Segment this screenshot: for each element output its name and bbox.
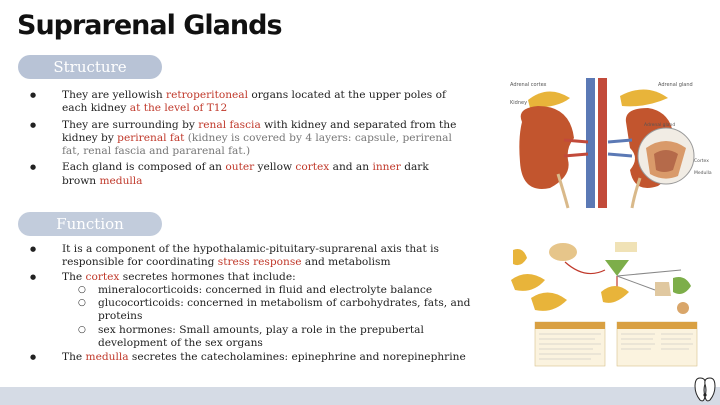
sub-list-item: ○ mineralocorticoids: concerned in fluid and electrolyte balance	[62, 284, 488, 297]
figure-label: Adrenal cortex	[510, 82, 547, 88]
sub-list-item: ○ glucocorticoids: concerned in metabolism of carbohydrates, fats, and proteins	[62, 297, 488, 324]
list-item: ● The medulla secretes the catecholamines: epinephrine and norepinephrine	[18, 351, 488, 364]
figure-label: Adrenal gland	[644, 123, 676, 128]
figure-label: Kidney	[510, 100, 528, 106]
hormone-sublist	[62, 284, 488, 350]
sub-list-item: ○ sex hormones: Small amounts, play a role in the prepubertal development of the sex organs	[62, 324, 488, 351]
function-heading: Function	[18, 212, 162, 236]
list-item: ● The cortex secretes hormones that include: ○ mineralocorticoids: concerned in fluid and electrolyte balance ○ glucocorticoids: concerned in metabolism of carbohydrates, fats, and proteins ○ sex hormones: Small amounts, play a role in the prepubertal development of the sex organs	[18, 271, 488, 351]
list-item: ● They are yellowish retroperitoneal organs located at the upper poles of each kidney at the level of T12	[18, 89, 466, 116]
function-list	[18, 243, 488, 366]
list-item: ● They are surrounding by renal fascia with kidney and separated from the kidney by perirenal fat (kidney is covered by 4 layers: capsule, perirenal fat, renal fascia and pararenal fat.)	[18, 119, 466, 159]
kidney-logo-icon	[694, 376, 716, 404]
structure-list	[18, 89, 466, 191]
figure-label: Adrenal gland	[658, 82, 693, 88]
figure-label: Cortex	[694, 159, 709, 164]
structure-heading: Structure	[18, 55, 162, 79]
footer-bar	[0, 387, 720, 405]
list-item: ● Each gland is composed of an outer yellow cortex and an inner dark brown medulla	[18, 161, 466, 188]
kidney-adrenal-illustration	[508, 78, 712, 208]
figure-label: Medulla	[694, 171, 712, 176]
hpa-axis-diagram	[505, 240, 703, 372]
page-title: Suprarenal Glands	[17, 10, 282, 41]
list-item: ● It is a component of the hypothalamic-pituitary-suprarenal axis that is responsible for coordinating stress response and metabolism	[18, 243, 488, 270]
